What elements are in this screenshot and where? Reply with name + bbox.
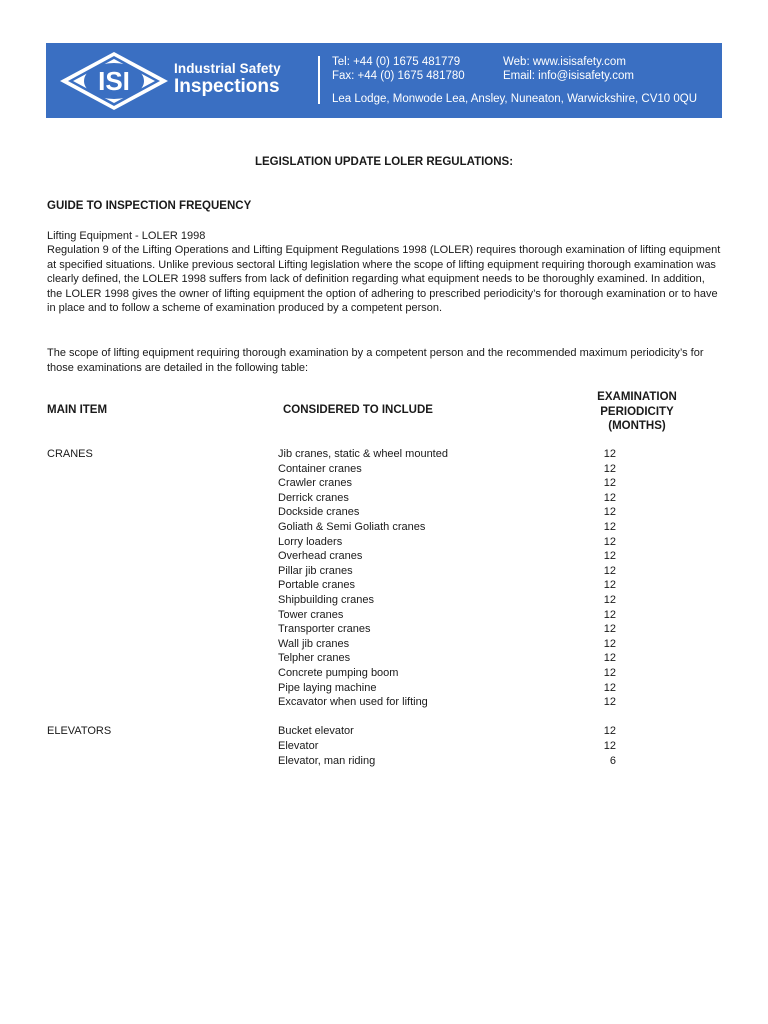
equipment-item: Dockside cranes [278, 506, 360, 519]
equipment-item: Shipbuilding cranes [278, 594, 375, 606]
header-divider [318, 56, 320, 104]
category-label: CRANES [47, 448, 93, 460]
column-header-considered: CONSIDERED TO INCLUDE [283, 404, 433, 416]
equipment-item: Portable cranes [278, 579, 356, 592]
periodicity-value: 12 [603, 564, 616, 577]
periodicity-value: 12 [603, 637, 616, 650]
category-label: ELEVATORS [47, 725, 112, 738]
equipment-item: Lorry loaders [278, 535, 343, 548]
brand-line1: Industrial Safety [174, 61, 281, 76]
periodicity-value: 12 [603, 535, 616, 548]
periodicity-value: 12 [603, 448, 616, 460]
equipment-item: Pillar jib cranes [278, 564, 353, 577]
periodicity-value: 12 [603, 579, 616, 592]
brand-line2: Inspections [174, 75, 280, 97]
brand-name [174, 62, 281, 96]
periodicity-value: 12 [603, 623, 616, 636]
header-banner [46, 43, 722, 118]
equipment-item: Excavator when used for lifting [278, 696, 428, 709]
equipment-item: Jib cranes, static & wheel mounted [278, 448, 448, 460]
equipment-item: Pipe laying machine [278, 681, 377, 694]
periodicity-value: 12 [603, 681, 616, 694]
periodicity-value: 12 [603, 462, 616, 475]
periodicity-value: 6 [609, 754, 616, 767]
column-header-periodicity [575, 390, 699, 434]
contact-address: Lea Lodge, Monwode Lea, Ansley, Nuneaton, Warwickshire, CV10 0QU [332, 93, 698, 105]
equipment-item: Overhead cranes [278, 550, 363, 563]
periodicity-value: 12 [603, 506, 616, 519]
equipment-item: Crawler cranes [278, 477, 352, 490]
equipment-item: Goliath & Semi Goliath cranes [278, 521, 426, 533]
contact-web[interactable]: Web: www.isisafety.com [503, 56, 626, 68]
equipment-item: Wall jib cranes [278, 637, 350, 650]
contact-fax: Fax: +44 (0) 1675 481780 [332, 70, 465, 82]
periodicity-value: 12 [603, 550, 616, 563]
period-header-line3: (MONTHS) [608, 420, 666, 432]
logo-text: ISI [98, 66, 130, 96]
equipment-item: Concrete pumping boom [278, 667, 399, 679]
equipment-item: Tower cranes [278, 608, 344, 621]
equipment-item: Container cranes [278, 462, 362, 475]
period-header-line2: PERIODICITY [600, 405, 674, 418]
equipment-item: Derrick cranes [278, 491, 349, 504]
equipment-item: Elevator, man riding [278, 754, 376, 767]
equipment-item: Bucket elevator [278, 725, 354, 738]
periodicity-value: 12 [603, 725, 616, 738]
period-header-line1: EXAMINATION [597, 391, 677, 403]
equipment-item: Elevator [278, 740, 319, 752]
subheading: Lifting Equipment - LOLER 1998 [47, 230, 206, 242]
document-title: LEGISLATION UPDATE LOLER REGULATIONS: [254, 156, 514, 168]
periodicity-value: 12 [603, 740, 616, 752]
column-header-main-item: MAIN ITEM [47, 404, 108, 416]
contact-tel: Tel: +44 (0) 1675 481779 [332, 56, 461, 68]
periodicity-value: 12 [603, 608, 616, 621]
periodicity-value: 12 [603, 594, 616, 606]
equipment-item: Telpher cranes [278, 652, 351, 665]
periodicity-value: 12 [603, 652, 616, 665]
periodicity-value: 12 [603, 667, 616, 679]
equipment-item: Transporter cranes [278, 623, 371, 636]
scope-paragraph: The scope of lifting equipment requiring thorough examination by a competent person and the recommended maximum periodicity’s for those examinations are detailed in the following table: [47, 347, 704, 374]
periodicity-value: 12 [603, 491, 616, 504]
contact-email[interactable]: Email: info@isisafety.com [503, 70, 634, 82]
section-heading: GUIDE TO INSPECTION FREQUENCY [47, 200, 252, 212]
isi-logo [58, 50, 170, 112]
periodicity-value: 12 [603, 521, 616, 533]
body-paragraph: Regulation 9 of the Lifting Operations and Lifting Equipment Regulations 1998 (LOLER) requires thorough examination of lifting equipment at specified situations. Unlike previous sectoral Lifting legislation where the scope of lifting equipment requiring thorough examination was clearly defined, the LOLER 1998 suffers from lack of definition regarding what equipment needs to be thoroughly examined. In addition, the LOLER 1998 gives the owner of lifting equipment the option of adhering to prescribed periodicity’s for thorough examination or to have in place and to follow a scheme of examination produced by a competent person. [47, 244, 721, 315]
periodicity-value: 12 [603, 477, 616, 490]
periodicity-value: 12 [603, 696, 616, 709]
